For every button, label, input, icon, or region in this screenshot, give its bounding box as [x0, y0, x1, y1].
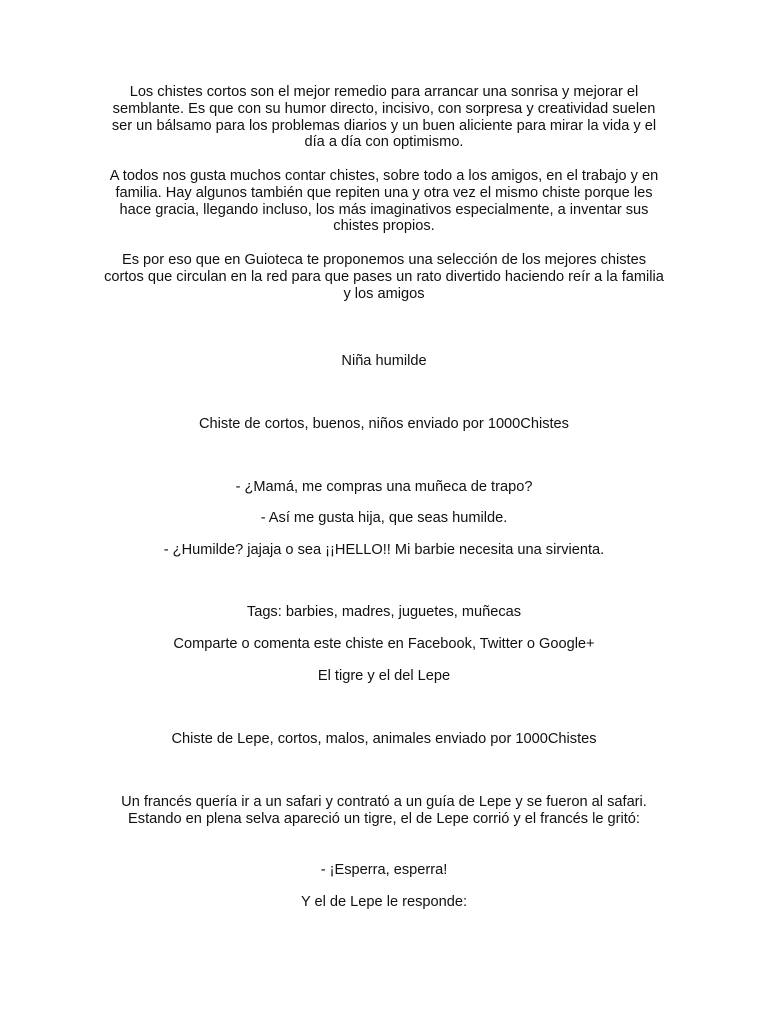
joke-title: El tigre y el del Lepe [317, 668, 451, 684]
joke-meta: Chiste de cortos, buenos, niños enviado por 1000Chistes [199, 416, 569, 432]
joke-paragraph: Un francés quería ir a un safari y contrató a un guía de Lepe y se fueron al safari. Estando en plena selva apareció un tigre, el de Lepe corrió y el francés le gritó: [121, 794, 647, 827]
joke-line: - Así me gusta hija, que seas humilde. [260, 510, 508, 526]
joke-line: Y el de Lepe le responde: [300, 894, 468, 910]
joke-line: - ¿Humilde? jajaja o sea ¡¡HELLO!! Mi barbie necesita una sirvienta. [163, 542, 605, 558]
share-text: Comparte o comenta este chiste en Facebook, Twitter o Google+ [173, 636, 595, 652]
joke-tags: Tags: barbies, madres, juguetes, muñecas [246, 604, 522, 620]
intro-paragraph-3: Es por eso que en Guioteca te proponemos una selección de los mejores chistes cortos que circulan en la red para que pases un rato divertido haciendo reír a la familia y los amigos [104, 252, 664, 302]
joke-line: - ¿Mamá, me compras una muñeca de trapo? [235, 479, 533, 495]
intro-paragraph-1: Los chistes cortos son el mejor remedio para arrancar una sonrisa y mejorar el semblante. Es que con su humor directo, incisivo, con sorpresa y creatividad suelen ser un bálsamo para los problemas diarios y un buen aliciente para mirar la vida y el día a día con optimismo. [111, 84, 657, 151]
intro-paragraph-2: A todos nos gusta muchos contar chistes, sobre todo a los amigos, en el trabajo y en familia. Hay algunos también que repiten una y otra vez el mismo chiste porque les hace gracia, llegando incluso, los más imaginativos especialmente, a inventar sus chistes propios. [109, 168, 659, 235]
joke-line: - ¡Esperra, esperra! [320, 862, 448, 878]
joke-meta: Chiste de Lepe, cortos, malos, animales enviado por 1000Chistes [171, 731, 597, 747]
joke-title: Niña humilde [341, 353, 427, 369]
